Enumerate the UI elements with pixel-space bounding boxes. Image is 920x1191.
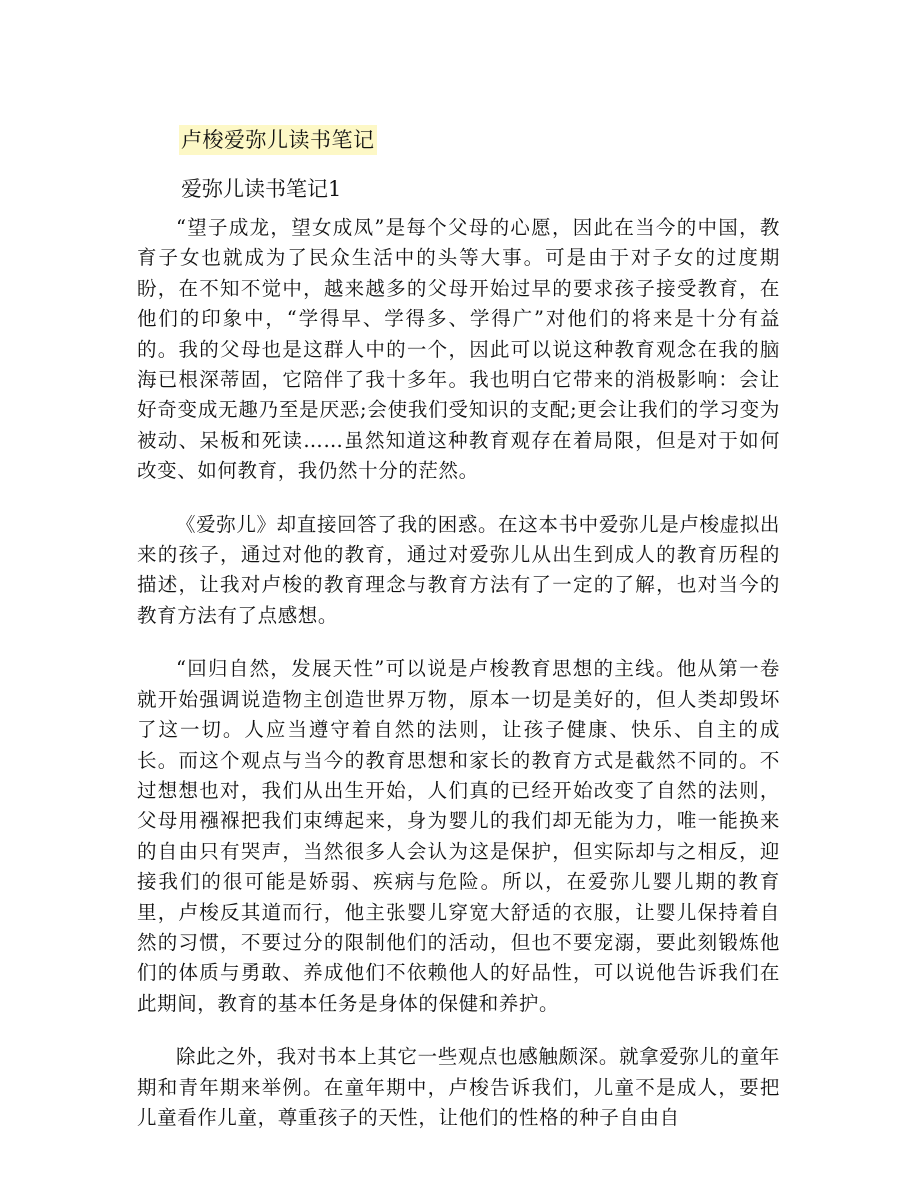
paragraph-1: “望子成龙，望女成凤”是每个父母的心愿，因此在当今的中国，教育子女也就成为了民众生活中的头等大事。可是由于对子女的过度期盼，在不知不觉中，越来越多的父母开始过早的要求孩子接受教育，在他们的印象中，“学得早、学得多、学得广”对他们的将来是十分有益的。我的父母也是这群人中的一个，因此可以说这种教育观念在我的脑海已根深蒂固，它陪伴了我十多年。我也明白它带来的消极影响：会让好奇变成无趣乃至是厌恶;会使我们受知识的支配;更会让我们的学习变为被动、呆板和死读……虽然知道这种教育观存在着局限，但是对于如何改变、如何教育，我仍然十分的茫然。 — [137, 216, 780, 483]
paragraph-2: 《爱弥儿》却直接回答了我的困惑。在这本书中爱弥儿是卢梭虚拟出来的孩子，通过对他的教育，通过对爱弥儿从出生到成人的教育历程的描述，让我对卢梭的教育理念与教育方法有了一定的了解，也对当今的教育方法有了点感想。 — [137, 512, 780, 627]
document-subtitle: 爱弥儿读书笔记1 — [181, 177, 342, 201]
paragraph-4: 除此之外，我对书本上其它一些观点也感触颇深。就拿爱弥儿的童年期和青年期来举例。在童年期中，卢梭告诉我们，儿童不是成人，要把儿童看作儿童，尊重孩子的天性，让他们的性格的种子自由自 — [137, 1045, 780, 1129]
document-title: 卢梭爱弥儿读书笔记 — [179, 125, 377, 155]
paragraph-3: “回归自然，发展天性”可以说是卢梭教育思想的主线。他从第一卷就开始强调说造物主创造世界万物，原本一切是美好的，但人类却毁坏了这一切。人应当遵守着自然的法则，让孩子健康、快乐、自主的成长。而这个观点与当今的教育思想和家长的教育方式是截然不同的。不过想想也对，我们从出生开始，人们真的已经开始改变了自然的法则，父母用襁褓把我们束缚起来，身为婴儿的我们却无能为力，唯一能换来的自由只有哭声，当然很多人会认为这是保护，但实际却与之相反，迎接我们的很可能是娇弱、疾病与危险。所以，在爱弥儿婴儿期的教育里，卢梭反其道而行，他主张婴儿穿宽大舒适的衣服，让婴儿保持着自然的习惯，不要过分的限制他们的活动，但也不要宠溺，要此刻锻炼他们的体质与勇敢、养成他们不依赖他人的好品性，可以说他告诉我们在此期间，教育的基本任务是身体的保健和养护。 — [137, 657, 780, 1015]
document-body — [137, 213, 780, 1156]
